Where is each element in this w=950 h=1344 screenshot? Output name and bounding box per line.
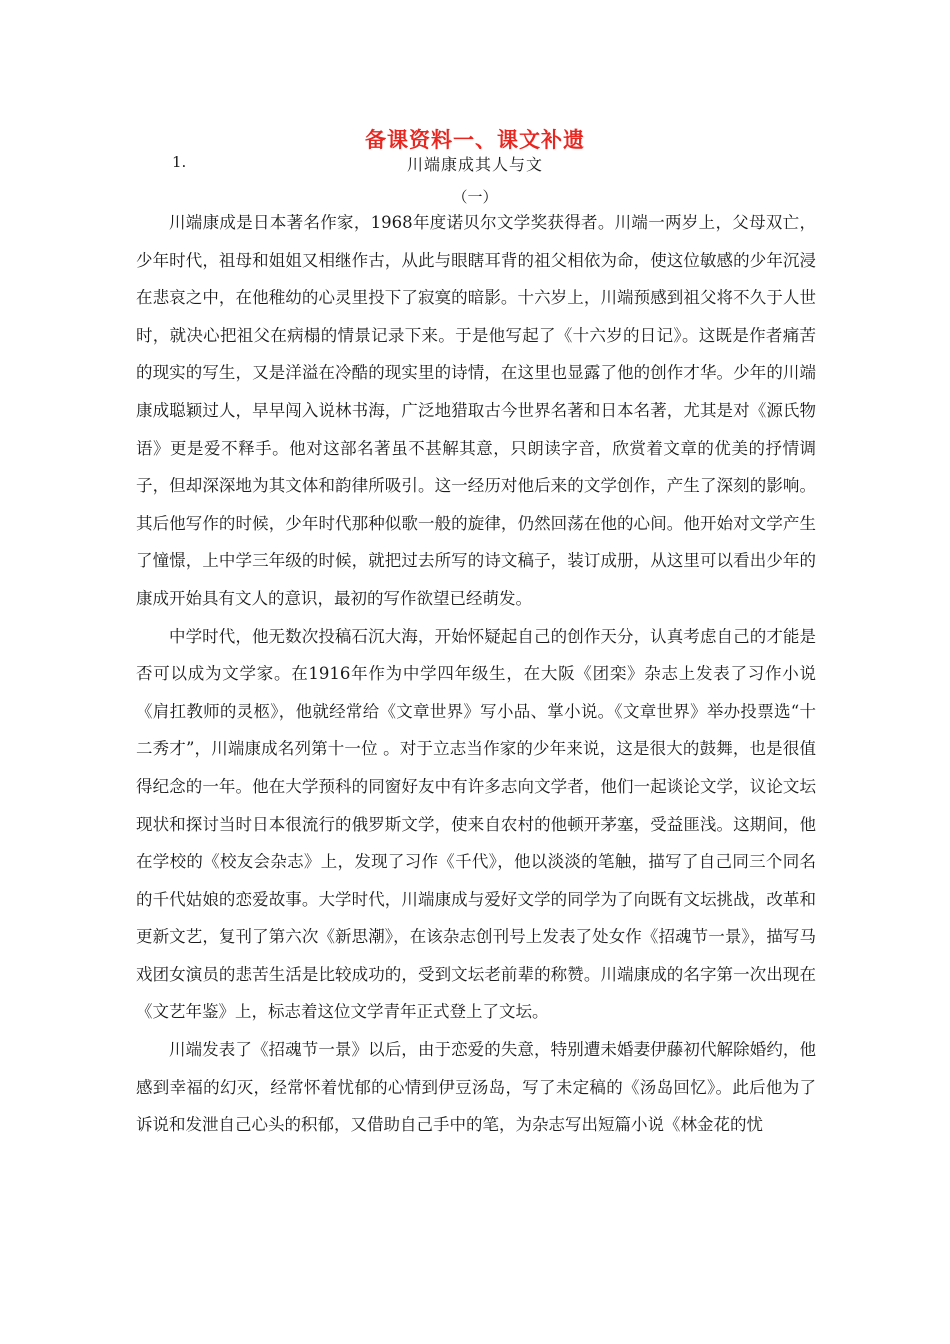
- item-number: 1.: [172, 153, 187, 171]
- item-title: 川端康成其人与文: [406, 155, 543, 174]
- paragraph: 中学时代，他无数次投稿石沉大海，开始怀疑起自己的创作天分，认真考虑自己的才能是否可以成为文学家。在1916年作为中学四年级生，在大阪《团栾》杂志上发表了习作小说《肩扛教师的灵柩》，他就经常给《文章世界》写小品、掌小说。《文章世界》举办投票选“十二秀才”，川端康成名列第十一位 。对于立志当作家的少年来说，这是很大的鼓舞，也是很值得纪念的一年。他在大学预科的同窗好友中有许多志向文学者，他们一起谈论文学，议论文坛现状和探讨当时日本很流行的俄罗斯文学，使来自农村的他顿开茅塞，受益匪浅。这期间，他在学校的《校友会杂志》上，发现了习作《千代》，他以淡淡的笔触，描写了自己同三个同名的千代姑娘的恋爱故事。大学时代，川端康成与爱好文学的同学为了向既有文坛挑战，改革和更新文艺，复刊了第六次《新思潮》，在该杂志创刊号上发表了处女作《招魂节一景》，描写马戏团女演员的悲苦生活是比较成功的，受到文坛老前辈的称赞。川端康成的名字第一次出现在《文艺年鉴》上，标志着这位文学青年正式登上了文坛。: [136, 626, 816, 1022]
- body-text: [136, 204, 816, 1144]
- paragraph: 川端发表了《招魂节一景》以后，由于恋爱的失意，特别遭未婚妻伊藤初代解除婚约，他感到幸福的幻灭，经常怀着忧郁的心情到伊豆汤岛，写了未定稿的《汤岛回忆》。此后他为了诉说和发泄自己心头的积郁，又借助自己手中的笔，为杂志写出短篇小说《林金花的忧: [136, 1040, 816, 1135]
- paragraph: 川端康成是日本著名作家，1968年度诺贝尔文学奖获得者。川端一两岁上，父母双亡，少年时代，祖母和姐姐又相继作古，从此与眼瞎耳背的祖父相依为命，使这位敏感的少年沉浸在悲哀之中，在他稚幼的心灵里投下了寂寞的暗影。十六岁上，川端预感到祖父将不久于人世时，就决心把祖父在病榻的情景记录下来。于是他写起了《十六岁的日记》。这既是作者痛苦的现实的写生，又是洋溢在冷酷的现实里的诗情，在这里也显露了他的创作才华。少年的川端康成聪颖过人，早早闯入说林书海，广泛地猎取古今世界名著和日本名著，尤其是对《源氏物语》更是爱不释手。他对这部名著虽不甚解其意，只朗读字音，欣赏着文章的优美的抒情调子，但却深深地为其文体和韵律所吸引。这一经历对他后来的文学创作，产生了深刻的影响。其后他写作的时候，少年时代那种似歌一般的旋律，仍然回荡在他的心间。他开始对文学产生了憧憬，上中学三年级的时候，就把过去所写的诗文稿子，装订成册，从这里可以看出少年的康成开始具有文人的意识，最初的写作欲望已经萌发。: [136, 213, 816, 608]
- document-title: 备课资料一、课文补遗: [365, 127, 585, 152]
- section-mark: （一）: [452, 188, 498, 206]
